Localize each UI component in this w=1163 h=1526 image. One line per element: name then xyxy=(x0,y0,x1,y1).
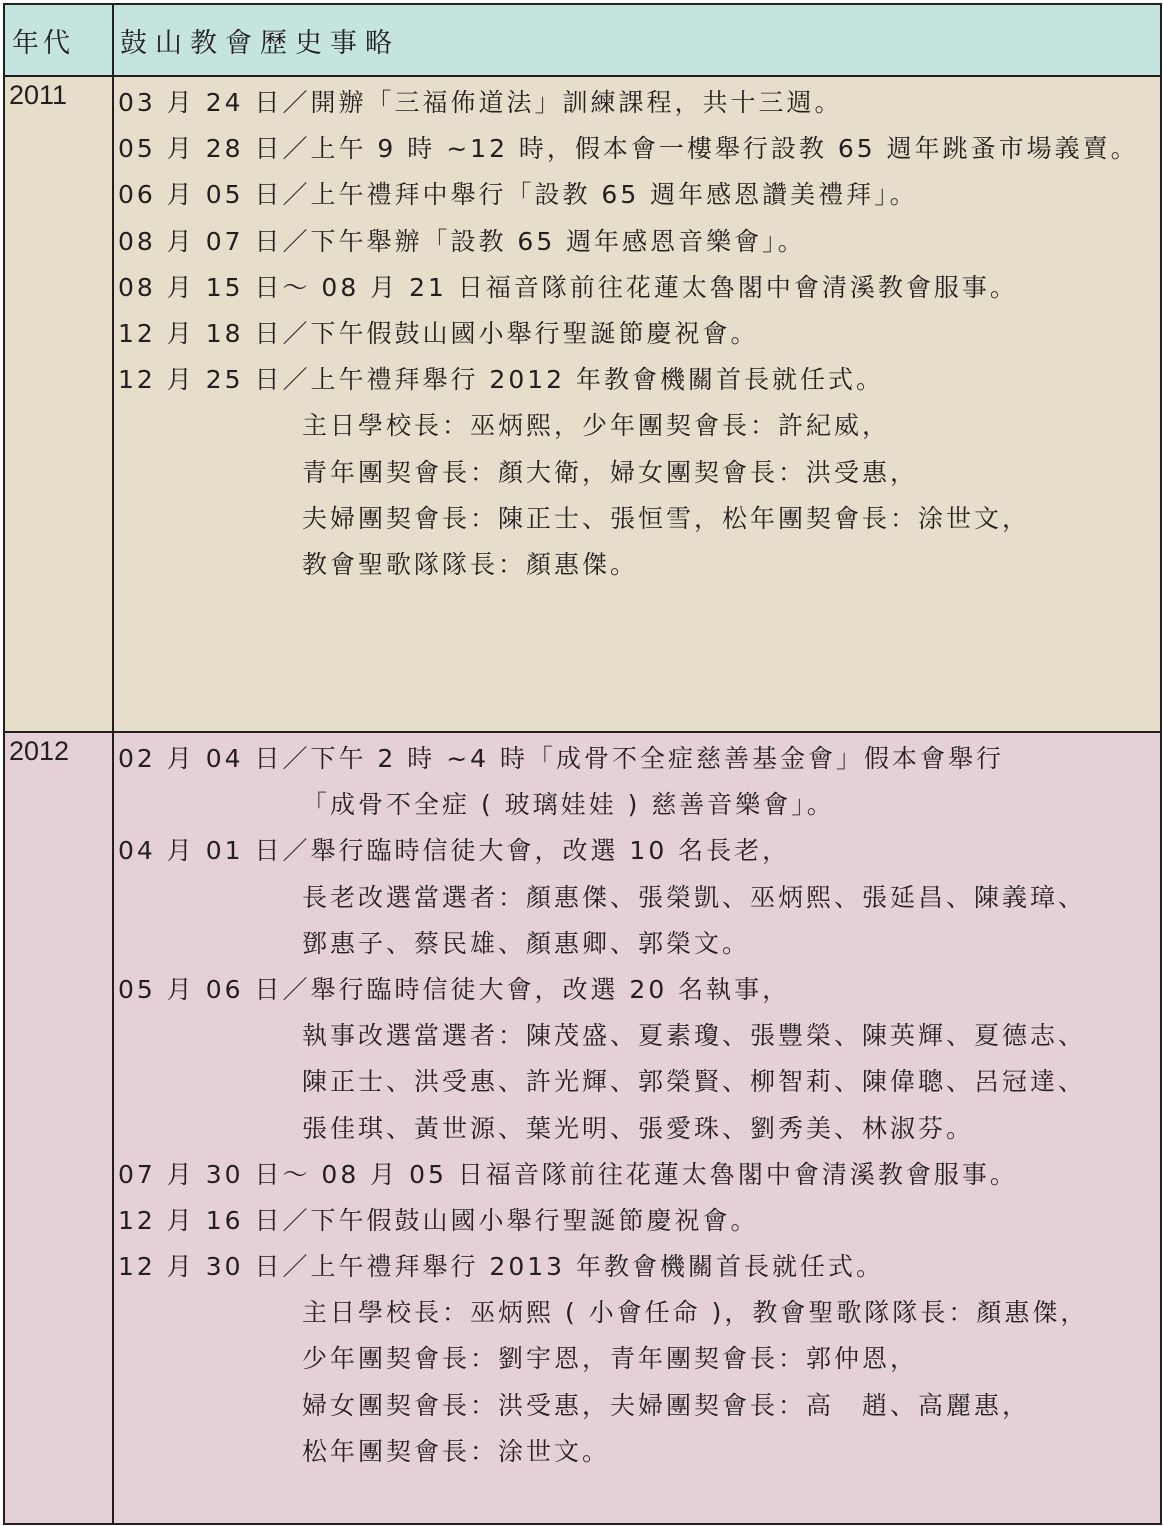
event-line: 12 月 25 日／上午禮拜舉行 2012 年教會機關首長就任式。 xyxy=(118,365,884,395)
events-cell xyxy=(113,732,1161,1524)
year-cell xyxy=(4,732,113,1524)
year-cell xyxy=(4,76,113,732)
table-header-row xyxy=(4,4,1161,76)
event-detail-line: 教會聖歌隊隊長：顏惠傑。 xyxy=(302,549,639,579)
events-cell xyxy=(113,76,1161,732)
event-detail-line: 張佳琪、黃世源、葉光明、張愛珠、劉秀美、林淑芬。 xyxy=(302,1113,975,1143)
event-detail-line: 少年團契會長：劉宇恩，青年團契會長：郭仲恩， xyxy=(302,1344,919,1374)
year-column-header: 年代 xyxy=(4,4,113,76)
event-detail-line: 「成骨不全症 ( 玻璃娃娃 ) 慈善音樂會」。 xyxy=(302,790,835,820)
event-line: 06 月 05 日／上午禮拜中舉行「設教 65 週年感恩讚美禮拜」。 xyxy=(118,180,918,210)
table-row xyxy=(4,732,1161,1524)
event-detail-line: 婦女團契會長：洪受惠，夫婦團契會長：高 趙、高麗惠， xyxy=(302,1390,1031,1420)
event-detail-line: 長老改選當選者：顏惠傑、張榮凱、巫炳熙、張延昌、陳義璋、 xyxy=(302,882,1087,912)
event-line: 08 月 07 日／下午舉辦「設教 65 週年感恩音樂會」。 xyxy=(118,226,806,256)
table-row xyxy=(4,76,1161,732)
event-line: 12 月 30 日／上午禮拜舉行 2013 年教會機關首長就任式。 xyxy=(118,1252,884,1282)
event-line: 08 月 15 日～ 08 月 21 日福音隊前往花蓮太魯閣中會清溪教會服事。 xyxy=(118,272,1018,302)
event-line: 02 月 04 日／下午 2 時 ~4 時「成骨不全症慈善基金會」假本會舉行 xyxy=(118,744,1005,773)
event-detail-line: 主日學校長：巫炳熙，少年團契會長：許紀威， xyxy=(302,411,891,441)
event-line: 07 月 30 日～ 08 月 05 日福音隊前往花蓮太魯閣中會清溪教會服事。 xyxy=(118,1159,1018,1189)
event-line: 12 月 18 日／下午假鼓山國小舉行聖誕節慶祝會。 xyxy=(118,318,759,348)
event-line: 12 月 16 日／下午假鼓山國小舉行聖誕節慶祝會。 xyxy=(118,1205,759,1235)
event-line: 04 月 01 日／舉行臨時信徒大會，改選 10 名長老， xyxy=(118,836,791,866)
event-line: 03 月 24 日／開辦「三福佈道法」訓練課程，共十三週。 xyxy=(118,88,843,117)
event-line: 05 月 06 日／舉行臨時信徒大會，改選 20 名執事， xyxy=(118,974,791,1004)
event-line: 05 月 28 日／上午 9 時 ~12 時，假本會一樓舉行設教 65 週年跳蚤市場義賣。 xyxy=(118,134,1139,164)
event-detail-line: 青年團契會長：顏大衛，婦女團契會長：洪受惠， xyxy=(302,457,919,487)
event-detail-line: 夫婦團契會長：陳正士、張恒雪，松年團契會長：涂世文， xyxy=(302,503,1031,533)
event-detail-line: 松年團契會長：涂世文。 xyxy=(302,1436,611,1466)
event-detail-line: 執事改選當選者：陳茂盛、夏素瓊、張豐榮、陳英輝、夏德志、 xyxy=(302,1021,1087,1051)
year-label: 2012 xyxy=(9,736,70,766)
event-detail-line: 主日學校長：巫炳熙 ( 小會任命 )，教會聖歌隊隊長：顏惠傑， xyxy=(302,1298,1089,1328)
event-detail-line: 鄧惠子、蔡民雄、顏惠卿、郭榮文。 xyxy=(302,928,751,958)
church-history-table xyxy=(3,3,1162,1525)
event-detail-line: 陳正士、洪受惠、許光輝、郭榮賢、柳智莉、陳偉聰、呂冠達、 xyxy=(302,1067,1087,1097)
events-column-header: 鼓山教會歷史事略 xyxy=(113,4,1161,76)
year-label: 2011 xyxy=(9,80,68,110)
